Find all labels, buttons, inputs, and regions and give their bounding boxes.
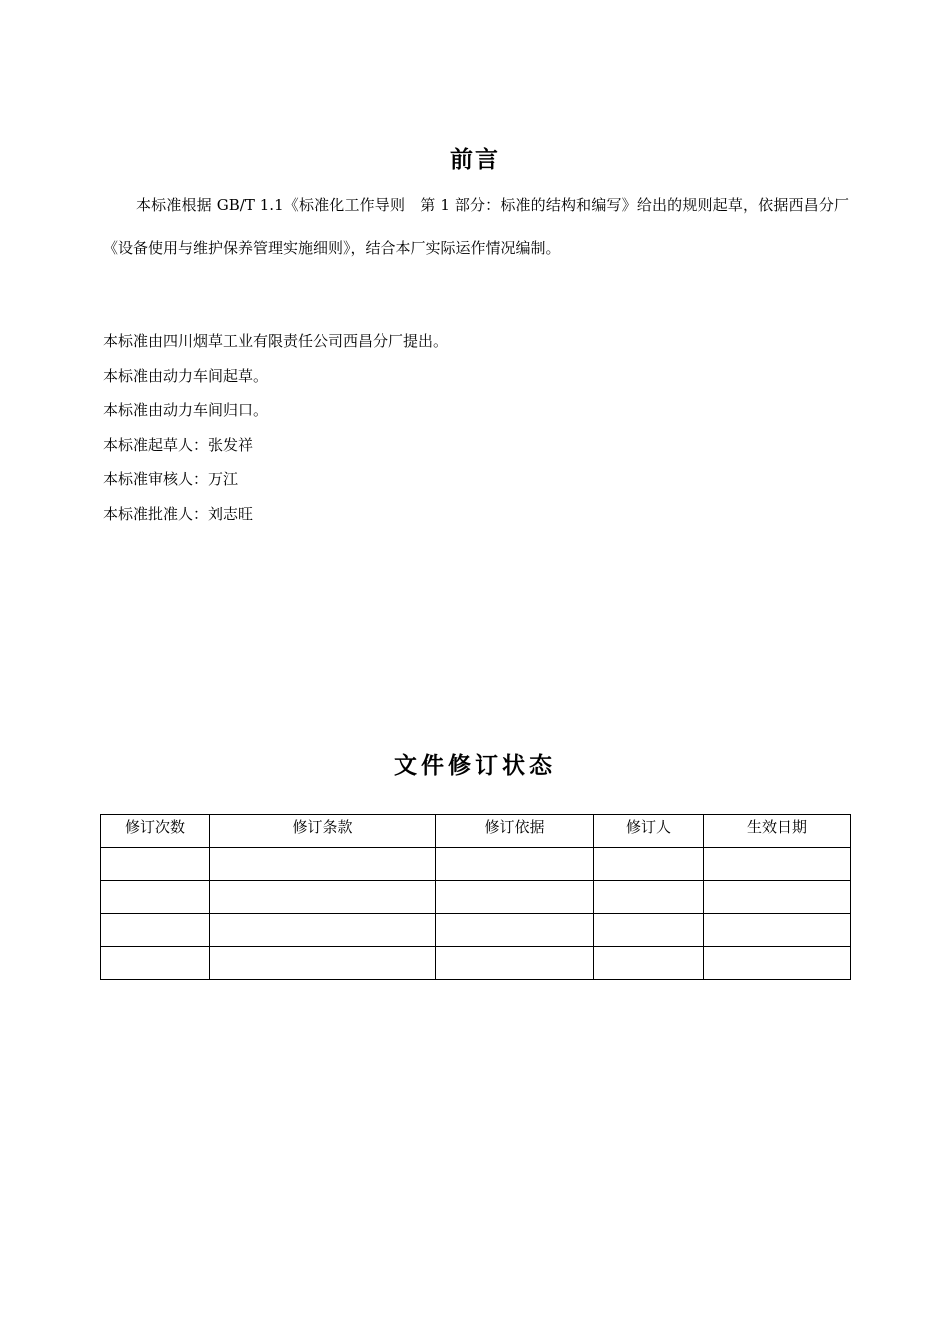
column-header-effective-date: 生效日期 (704, 815, 851, 848)
foreword-title: 前言 (450, 147, 500, 173)
table-cell (210, 848, 436, 881)
table-cell (436, 914, 594, 947)
revision-status-table (100, 814, 851, 980)
table-cell (704, 881, 851, 914)
table-cell (594, 947, 704, 980)
drafting-unit-line: 本标准由动力车间起草。 (103, 366, 269, 385)
table-row (101, 848, 851, 881)
table-cell (704, 947, 851, 980)
responsible-unit-line: 本标准由动力车间归口。 (103, 401, 269, 419)
table-row (101, 881, 851, 914)
drafter-line: 本标准起草人：张发祥 (103, 435, 254, 454)
table-cell (436, 848, 594, 881)
foreword-paragraph: 本标准根据 GB/T 1.1《标准化工作导则 第 1 部分：标准的结构和编写》给出的规则起草，依据西昌分厂《设备使用与维护保养管理实施细则》，结合本厂实际运作情况编制。 (103, 196, 849, 257)
foreword-info-list (103, 326, 849, 533)
table-row (101, 947, 851, 980)
table-cell (704, 848, 851, 881)
table-cell (210, 914, 436, 947)
table-cell (594, 881, 704, 914)
table-cell (436, 881, 594, 914)
table-header-row (101, 815, 851, 848)
table-row (101, 914, 851, 947)
proposer-line: 本标准由四川烟草工业有限责任公司西昌分厂提出。 (103, 332, 449, 350)
table-cell (594, 848, 704, 881)
reviewer-line: 本标准审核人：万江 (103, 470, 239, 488)
table-cell (101, 947, 210, 980)
approver-line: 本标准批准人：刘志旺 (103, 504, 254, 523)
column-header-revision-number: 修订次数 (101, 815, 210, 848)
table-cell (101, 881, 210, 914)
table-cell (101, 848, 210, 881)
table-cell (436, 947, 594, 980)
column-header-revised-clause: 修订条款 (210, 815, 436, 848)
column-header-revision-basis: 修订依据 (436, 815, 594, 848)
table-cell (704, 914, 851, 947)
column-header-reviser: 修订人 (594, 815, 704, 848)
table-cell (210, 881, 436, 914)
table-cell (210, 947, 436, 980)
table-cell (101, 914, 210, 947)
table-cell (594, 914, 704, 947)
revision-status-title: 文件修订状态 (394, 753, 556, 779)
